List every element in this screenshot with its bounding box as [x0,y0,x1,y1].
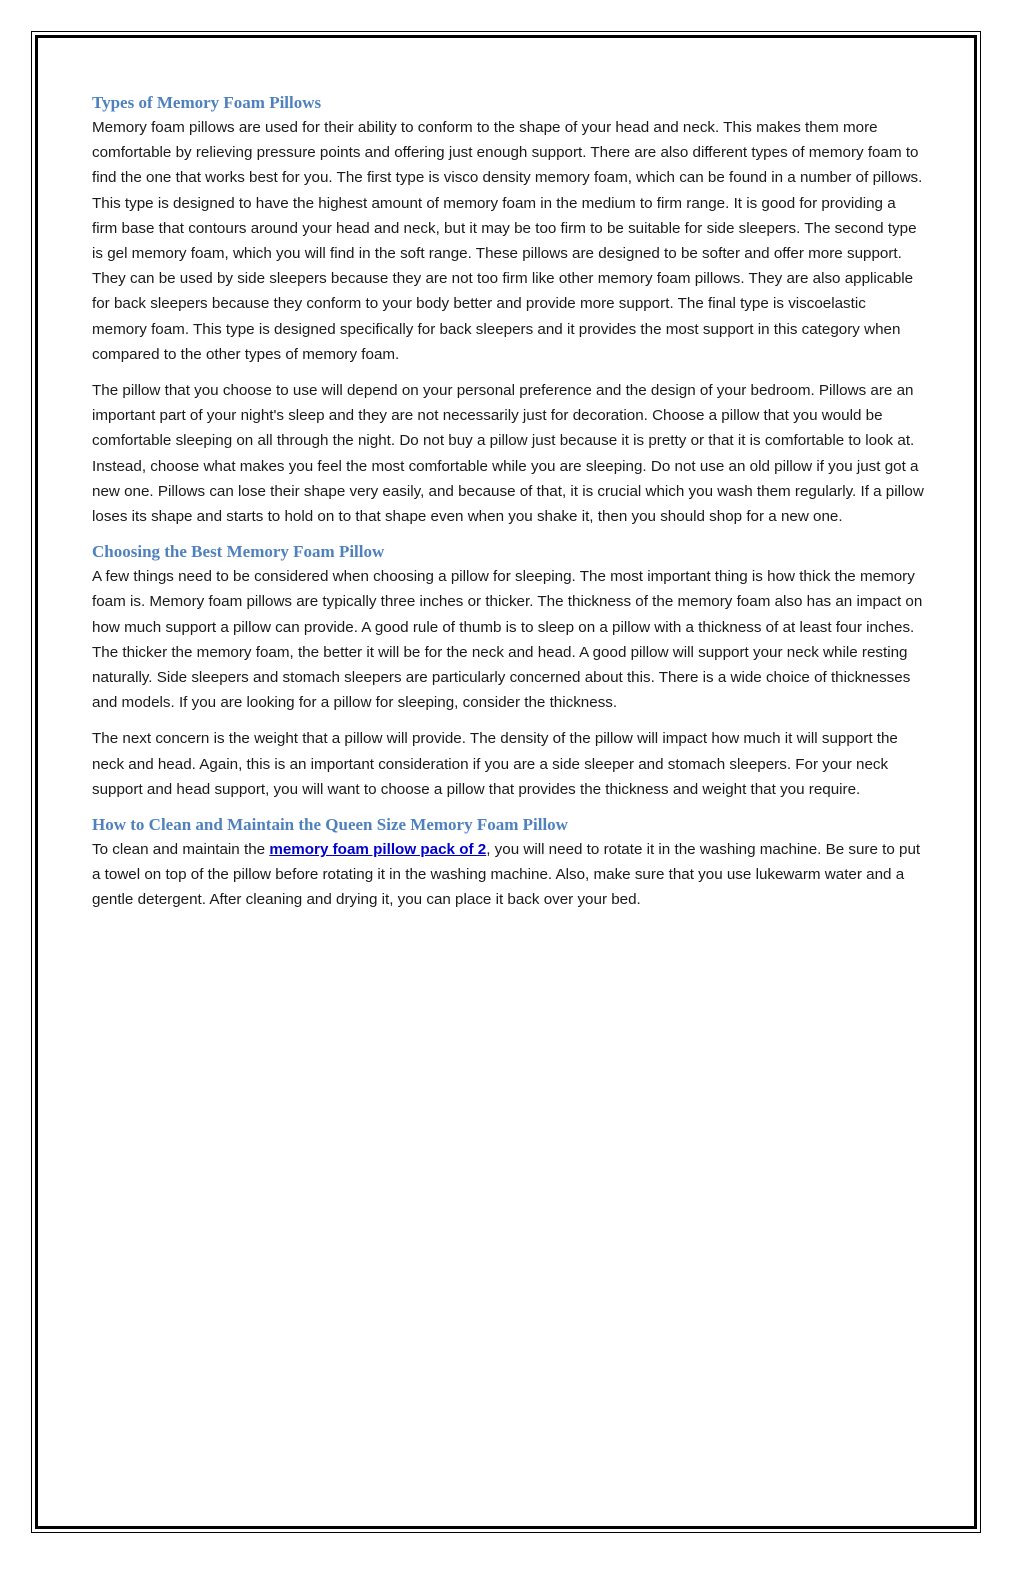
paragraph-types-2: The pillow that you choose to use will depend on your personal preference and the design of your bedroom. Pillows are an important part of your night's sleep and they are not necessarily just for decoration. Choose a pillow that you would be comfortable sleeping on all through the night. Do not buy a pillow just because it is pretty or that it is comfortable to look at. Instead, choose what makes you feel the most comfortable while you are sleeping. Do not use an old pillow if you just got a new one. Pillows can lose their shape very easily, and because of that, it is crucial which you wash them regularly. If a pillow loses its shape and starts to hold on to that shape even when you shake it, then you should shop for a new one. [92,382,924,526]
paragraph-cleaning-before-link: To clean and maintain the [92,841,270,859]
paragraph-cleaning-after-link: , you will need to rotate it in the washing machine. Be sure to put a towel on top of the pillow before rotating it in the washing machine. Also, make sure that you use lukewarm water and a gentle detergent. After cleaning and drying it, you can place it back over your bed. [92,841,921,909]
memory-foam-pillow-pack-link[interactable]: memory foam pillow pack of 2 [269,841,487,859]
section-heading-types: Types of Memory Foam Pillows [92,93,322,112]
document-body [92,91,924,924]
section-heading-choosing: Choosing the Best Memory Foam Pillow [92,542,385,562]
paragraph-choosing-1: A few things need to be considered when choosing a pillow for sleeping. The most important thing is how thick the memory foam is. Memory foam pillows are typically three inches or thicker. The thickness of the memory foam also has an impact on how much support a pillow can provide. A good rule of thumb is to sleep on a pillow with a thickness of at least four inches. The thicker the memory foam, the better it will be for the neck and head. A good pillow will support your neck while resting naturally. Side sleepers and stomach sleepers are particularly concerned about this. There is a wide choice of thicknesses and models. If you are looking for a pillow for sleeping, consider the thickness. [92,568,923,712]
paragraph-types-1: Memory foam pillows are used for their ability to conform to the shape of your head and neck. This makes them more comfortable by relieving pressure points and offering just enough support. There are also different types of memory foam to find the one that works best for you. The first type is visco density memory foam, which can be found in a number of pillows. This type is designed to have the highest amount of memory foam in the medium to firm range. It is good for providing a firm base that contours around your head and neck, but it may be too firm to be suitable for side sleepers. The second type is gel memory foam, which you will find in the soft range. These pillows are designed to be softer and offer more support. They can be used by side sleepers because they are not too firm like other memory foam pillows. They are also applicable for back sleepers because they conform to your body better and provide more support. The final type is viscoelastic memory foam. This type is designed specifically for back sleepers and it provides the most support in this category when compared to the other types of memory foam. [92,119,923,363]
section-heading-cleaning: How to Clean and Maintain the Queen Size Memory Foam Pillow [92,815,568,835]
paragraph-choosing-2: The next concern is the weight that a pillow will provide. The density of the pillow will impact how much it will support the neck and head. Again, this is an important consideration if you are a side sleeper and stomach sleepers. For your neck support and head support, you will want to choose a pillow that provides the thickness and weight that you require. [92,730,898,798]
paragraph-cleaning [92,837,924,913]
